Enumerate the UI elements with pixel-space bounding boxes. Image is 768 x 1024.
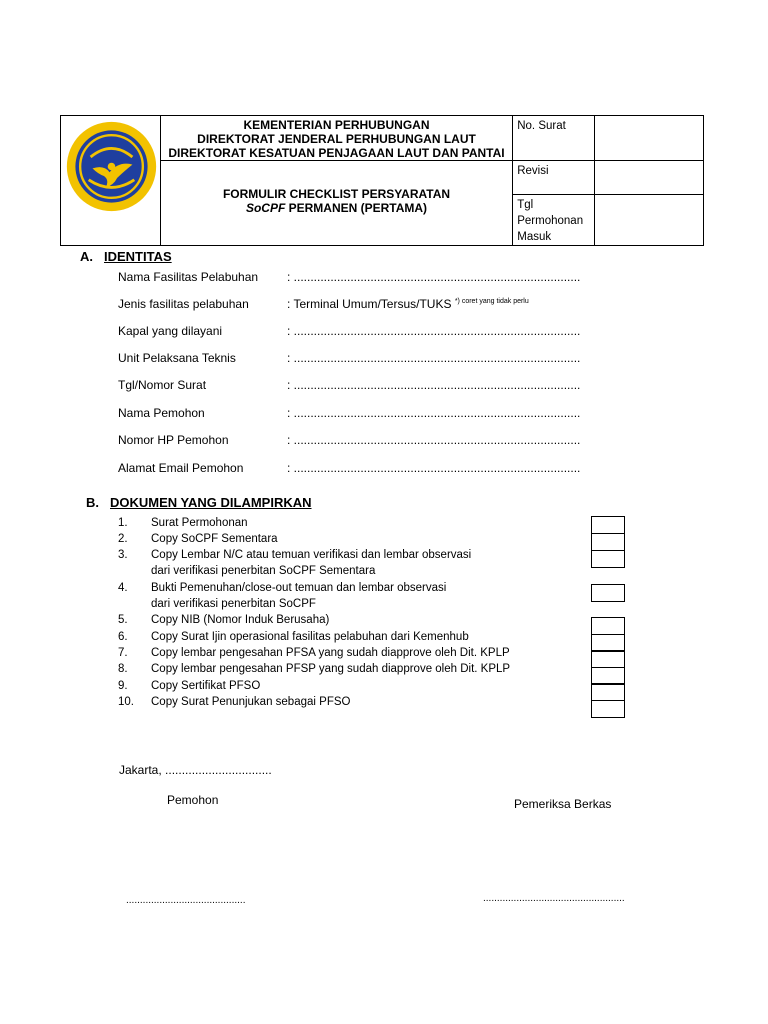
header-titles <box>160 116 512 161</box>
doc-item-7: 7. Copy lembar pengesahan PFSA yang sudah diapprove oleh Dit. KPLP <box>118 647 510 659</box>
applicant-label: Pemohon <box>167 793 219 807</box>
section-b-heading: B. DOKUMEN YANG DILAMPIRKAN <box>86 495 312 510</box>
doc-item-1: 1. Surat Permohonan <box>118 517 248 529</box>
logo-cell <box>61 116 161 246</box>
place-date[interactable]: Jakarta, ................................ <box>119 763 272 777</box>
no-surat-value[interactable] <box>595 116 704 161</box>
revisi-label: Revisi <box>513 161 595 195</box>
checker-signature-line[interactable]: ................................................... <box>483 893 625 904</box>
form-title <box>160 161 512 246</box>
checkbox-item-4[interactable] <box>591 584 625 602</box>
doc-item-3: 3. Copy Lembar N/C atau temuan verifikasi dan lembar observasi dari verifikasi penerbitan SoCPF Sementara <box>118 549 472 577</box>
doc-item-10: 10. Copy Surat Penunjukan sebagai PFSO <box>118 696 351 708</box>
doc-item-4: 4. Bukti Pemenuhan/close-out temuan dan lembar observasi dari verifikasi penerbitan SoCPF <box>118 582 447 610</box>
field-jenis-fasilitas[interactable]: Jenis fasilitas pelabuhan : Terminal Umum/Tersus/TUKS $^{*) coret yang tidak perlu}$ <box>118 297 529 311</box>
section-a-heading: A. IDENTITAS <box>80 249 172 264</box>
ministry-name: KEMENTERIAN PERHUBUNGAN <box>243 118 430 132</box>
checkbox-item-7[interactable] <box>591 650 625 668</box>
doc-item-8: 8. Copy lembar pengesahan PFSP yang sudah diapprove oleh Dit. KPLP <box>118 663 511 675</box>
form-title-line-2: SoCPF PERMANEN (PERTAMA) <box>245 201 428 215</box>
checkbox-item-1[interactable] <box>591 516 625 534</box>
ministry-logo <box>64 119 159 214</box>
tgl-permohonan-label: Tgl Permohonan Masuk <box>513 195 595 246</box>
field-nama-fasilitas[interactable]: Nama Fasilitas Pelabuhan : ...................................................................................... <box>118 270 581 284</box>
doc-item-9: 9. Copy Sertifikat PFSO <box>118 680 261 692</box>
checkbox-item-9[interactable] <box>591 683 625 701</box>
field-email-pemohon[interactable]: Alamat Email Pemohon : ...................................................................................... <box>118 461 581 475</box>
checkbox-item-10[interactable] <box>591 700 625 718</box>
checkbox-item-5[interactable] <box>591 617 625 635</box>
field-hp-pemohon[interactable]: Nomor HP Pemohon : ...................................................................................... <box>118 433 581 447</box>
directorate-general-name: DIREKTORAT JENDERAL PERHUBUNGAN LAUT <box>197 132 476 146</box>
revisi-value[interactable] <box>595 161 704 195</box>
doc-item-2: 2. Copy SoCPF Sementara <box>118 533 278 545</box>
checkbox-item-3[interactable] <box>591 550 625 568</box>
field-kapal[interactable]: Kapal yang dilayani : ...................................................................................... <box>118 324 581 338</box>
field-upt[interactable]: Unit Pelaksana Teknis : ...................................................................................... <box>118 351 581 365</box>
header-table <box>60 115 704 246</box>
checkbox-item-2[interactable] <box>591 533 625 551</box>
field-tgl-nomor-surat[interactable]: Tgl/Nomor Surat : ...................................................................................... <box>118 378 581 392</box>
applicant-signature-line[interactable]: ........................................... <box>126 895 246 906</box>
tgl-permohonan-value[interactable] <box>595 195 704 246</box>
strike-note: *) coret yang tidak perlu <box>454 298 529 305</box>
doc-item-6: 6. Copy Surat Ijin operasional fasilitas pelabuhan dari Kemenhub <box>118 631 469 643</box>
directorate-name: DIREKTORAT KESATUAN PENJAGAAN LAUT DAN PANTAI <box>168 146 505 160</box>
no-surat-label: No. Surat <box>513 116 595 161</box>
form-title-line-1: FORMULIR CHECKLIST PERSYARATAN <box>222 187 451 201</box>
doc-item-5: 5. Copy NIB (Nomor Induk Berusaha) <box>118 614 330 626</box>
checker-label: Pemeriksa Berkas <box>514 797 612 811</box>
field-nama-pemohon[interactable]: Nama Pemohon : ...................................................................................... <box>118 406 581 420</box>
